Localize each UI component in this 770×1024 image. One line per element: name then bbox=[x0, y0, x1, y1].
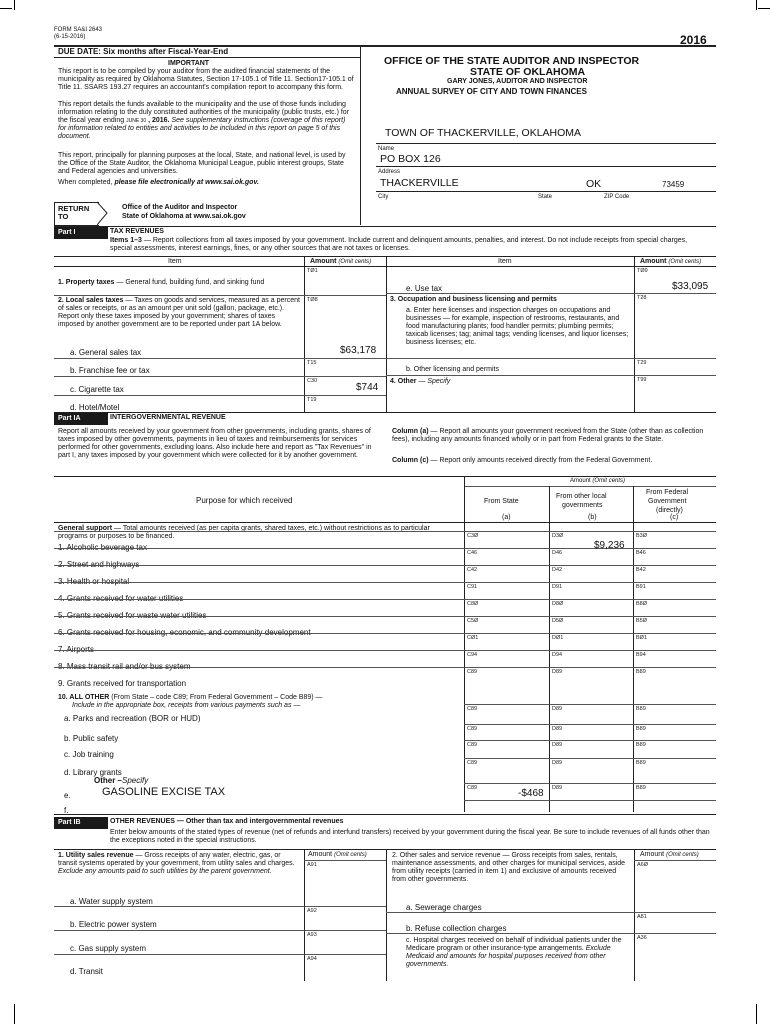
item-2a-label: a. General sales tax bbox=[70, 348, 142, 357]
important-paragraph-3: This report, principally for planning purposes at the local, State, and national level, is used by the Office of the State Auditor, the Oklahoma Municipal League, public interest groups, State and Federal agencies and universities. bbox=[58, 152, 346, 175]
intergov-code-b: D94 bbox=[552, 652, 563, 658]
code-t01: TØ1 bbox=[307, 268, 318, 274]
intergov-sub-code-b: D89 bbox=[552, 726, 563, 732]
intergov-code-c: BØ1 bbox=[636, 635, 648, 641]
general-support-text: General support — Total amounts received (as per capita grants, shared taxes, etc.) without restrictions as to particular programs or purposes to be financed. bbox=[58, 525, 430, 540]
intergov-row-label: 4. Grants received for water utilities bbox=[58, 594, 184, 603]
po-box[interactable]: PO BOX 126 bbox=[380, 153, 441, 165]
col-amount-right: Amount (Omit cents) bbox=[640, 258, 702, 265]
code-a81: A81 bbox=[637, 914, 647, 920]
form-id: FORM SA&I 2643 bbox=[54, 27, 103, 33]
crop-mark bbox=[14, 0, 15, 10]
from-other-header-1: From other local bbox=[556, 493, 607, 500]
code-t19: T19 bbox=[307, 397, 317, 403]
part-1b-instructions: Enter below amounts of the stated types of revenue (net of refunds and interfund transfers) received by your government during the fiscal year. Be sure to include revenues of all funds other than the exceptions noted in the special instructions. bbox=[110, 829, 710, 844]
code-a36: A36 bbox=[637, 935, 647, 941]
office-title-1: OFFICE OF THE STATE AUDITOR AND INSPECTOR bbox=[384, 55, 640, 67]
intergov-code-b: D5Ø bbox=[552, 618, 564, 624]
survey-title: ANNUAL SURVEY OF CITY AND TOWN FINANCES bbox=[396, 87, 587, 96]
intergov-code-b: D42 bbox=[552, 567, 563, 573]
col-b-label: (b) bbox=[588, 514, 597, 521]
col-item-left: Item bbox=[168, 258, 182, 265]
part-1-instructions: Items 1–3 — Report collections from all taxes imposed by your government. Include current and delinquent amounts, penalties, and interest. Do not include receipts from special charges, special assessments, interest earnings, fines, or any other sources that are not taxes or licenses. bbox=[110, 237, 688, 252]
code-a60: A6Ø bbox=[637, 862, 649, 868]
town-name: TOWN OF THACKERVILLE, OKLAHOMA bbox=[385, 127, 582, 139]
ib-amount-left: Amount (Omit cents) bbox=[308, 851, 367, 858]
intergov-code-b: D89 bbox=[552, 669, 563, 675]
zip-field[interactable]: 73459 bbox=[662, 180, 685, 189]
intergov-code-a: CØ1 bbox=[467, 635, 479, 641]
intergov-sub-code-a: C89 bbox=[467, 742, 478, 748]
code-t08: TØ8 bbox=[307, 297, 318, 303]
gasoline-tax-value[interactable]: -$468 bbox=[518, 788, 544, 799]
intergov-sub-label: a. Parks and recreation (BOR or HUD) bbox=[64, 714, 201, 723]
intergov-code-a: C91 bbox=[467, 584, 478, 590]
item-4-label: 4. Other — Specify bbox=[390, 378, 451, 385]
intergov-code-c: B5Ø bbox=[636, 618, 648, 624]
intergov-code-c: B42 bbox=[636, 567, 646, 573]
col-item-right: Item bbox=[498, 258, 512, 265]
code-t15: T15 bbox=[307, 360, 317, 366]
crop-mark bbox=[14, 1004, 15, 1024]
intergov-sub-code-b: D89 bbox=[552, 742, 563, 748]
from-other-header-2: governments bbox=[562, 502, 603, 509]
code-t29: T29 bbox=[637, 360, 647, 366]
intergov-code-a: C94 bbox=[467, 652, 478, 658]
code-t28: T28 bbox=[637, 295, 647, 301]
intergov-code-a: C8Ø bbox=[467, 601, 479, 607]
auditor-name: GARY JONES, AUDITOR AND INSPECTOR bbox=[447, 78, 588, 85]
col-amount-left: Amount (Omit cents) bbox=[310, 258, 372, 265]
intergov-sub-label: b. Public safety bbox=[64, 734, 119, 743]
intergov-sub-label: c. Job training bbox=[64, 750, 114, 759]
code-a93: A93 bbox=[307, 932, 317, 938]
part-1-label: Part I bbox=[54, 227, 108, 239]
col-c-label: (c) bbox=[670, 514, 679, 521]
intergov-sub-code-c: B89 bbox=[636, 742, 646, 748]
item-2d-label: d. Hotel/Motel bbox=[70, 403, 120, 412]
code-c30: C30 bbox=[307, 378, 318, 384]
intergov-code-c: B3Ø bbox=[636, 533, 648, 539]
other-specify-label: Other –Specify bbox=[94, 776, 149, 785]
state-field[interactable]: OK bbox=[586, 178, 602, 190]
part-1a-col-a-text: Column (a) — Report all amounts your government received from the State (other than as collection fees), including any amounts financed wholly or in part from Federal grants to the State. bbox=[392, 428, 704, 443]
crop-mark bbox=[756, 0, 757, 10]
col-a-label: (a) bbox=[502, 514, 511, 521]
from-state-header: From State bbox=[484, 498, 519, 505]
from-fed-header-3: (directly) bbox=[656, 507, 683, 514]
intergov-code-a: C5Ø bbox=[467, 618, 479, 624]
hospital-charges-text: c. Hospital charges received on behalf of individual patients under the Medicare program or other insurance-type arrangements. Exclude Medicaid and amounts for hospital purposes received from other governments. bbox=[406, 937, 622, 968]
item-2e-label: e. Use tax bbox=[406, 284, 443, 293]
intergov-code-b: D46 bbox=[552, 550, 563, 556]
intergov-code-c: B91 bbox=[636, 584, 646, 590]
intergov-code-a: C46 bbox=[467, 550, 478, 556]
part-1a-left-text: Report all amounts received by your government from other governments, including grants, shares of taxes imposed by other governments, payments in lieu of taxes and reimbursements for services performed for other governments, excluding loans. Also include here and report as "Tax Revenues" in part I, any taxes imposed by your government which were collected for it by another government. bbox=[58, 428, 372, 459]
from-fed-header-2: Government bbox=[648, 498, 687, 505]
state-label: State bbox=[538, 194, 553, 200]
item-2b-label: b. Franchise fee or tax bbox=[70, 366, 150, 375]
return-arrow-icon bbox=[97, 201, 109, 226]
item-3b-label: b. Other licensing and permits bbox=[406, 366, 499, 373]
ib-amount-right: Amount (Omit cents) bbox=[640, 851, 699, 858]
crop-mark bbox=[756, 1004, 757, 1024]
purpose-header: Purpose for which received bbox=[196, 496, 293, 505]
other-sales-text: 2. Other sales and service revenue — Gross receipts from sales, rentals, maintenance assessments, and other charges for municipal services, aside from utility receipts (carried in item 1) and exclusive of amounts received from other governments. bbox=[392, 852, 626, 883]
intergov-sub-code-c: B89 bbox=[636, 706, 646, 712]
gas-supply-label: c. Gas supply system bbox=[70, 944, 147, 953]
intergov-code-c: B46 bbox=[636, 550, 646, 556]
intergov-sub-code-a: C89 bbox=[467, 785, 478, 791]
intergov-sub-code-b: D89 bbox=[552, 760, 563, 766]
intergov-sub-label: f. bbox=[64, 806, 69, 815]
code-t09: TØ9 bbox=[637, 268, 648, 274]
city-label: City bbox=[378, 194, 389, 200]
code-t99: T99 bbox=[637, 377, 647, 383]
transit-label: d. Transit bbox=[70, 967, 103, 976]
intergov-sub-code-c: B89 bbox=[636, 760, 646, 766]
intergov-row-label: 3. Health or hospital bbox=[58, 577, 130, 586]
cigarette-tax-value[interactable]: $744 bbox=[356, 382, 379, 393]
intergov-code-b: D91 bbox=[552, 584, 563, 590]
alcohol-tax-other-local-value[interactable]: $9,236 bbox=[594, 540, 625, 551]
form-year: 2016 bbox=[680, 33, 707, 47]
item-3-label: 3. Occupation and business licensing and permits bbox=[390, 296, 557, 303]
water-supply-label: a. Water supply system bbox=[70, 897, 153, 906]
row-10-text: 10. ALL OTHER (From State – code C89; From Federal Government – Code B89) — Include in the appropriate box, receipts from various payments such as — bbox=[58, 694, 323, 709]
return-to-label: RETURN TO bbox=[58, 204, 90, 221]
zip-label: ZIP Code bbox=[604, 194, 630, 200]
intergov-row-label: 8. Mass transit rail and/or bus system bbox=[58, 662, 191, 671]
electric-power-label: b. Electric power system bbox=[70, 920, 157, 929]
item-1-property-taxes: 1. Property taxes — General fund, building fund, and sinking fund bbox=[58, 279, 265, 286]
part-1-title: TAX REVENUES bbox=[110, 228, 164, 235]
part-1a-title: INTERGOVERNMENTAL REVENUE bbox=[110, 414, 226, 421]
gasoline-excise-tax[interactable]: GASOLINE EXCISE TAX bbox=[102, 786, 226, 798]
item-3a-text: a. Enter here licenses and inspection charges on occupations and businesses — for example, inspection of restrooms, restaurants, and food manufacturing plants; food handler permits; plumbing permits; taxicab licenses; tag; animal tags; vending licenses, and liquor licenses; business licenses; etc. bbox=[406, 307, 629, 346]
intergov-sub-label: d. Library grants bbox=[64, 768, 122, 777]
intergov-code-c: B89 bbox=[636, 669, 646, 675]
intergov-code-c: B94 bbox=[636, 652, 646, 658]
return-office: Office of the Auditor and Inspector bbox=[122, 204, 238, 211]
intergov-code-b: D8Ø bbox=[552, 601, 564, 607]
code-a92: A92 bbox=[307, 908, 317, 914]
part-1a-col-c-text: Column (c) — Report only amounts received directly from the Federal Government. bbox=[392, 457, 653, 464]
part-1b-title: OTHER REVENUES — Other than tax and intergovernmental revenues bbox=[110, 818, 344, 825]
intergov-code-b: D3Ø bbox=[552, 533, 564, 539]
intergov-sub-code-c: B89 bbox=[636, 726, 646, 732]
intergov-row-label: 1. Alcoholic beverage tax bbox=[58, 543, 147, 552]
office-title-2: STATE OF OKLAHOMA bbox=[470, 66, 586, 78]
intergov-row-label: 9. Grants received for transportation bbox=[58, 679, 187, 688]
important-title: IMPORTANT bbox=[168, 60, 210, 67]
sewerage-label: a. Sewerage charges bbox=[406, 903, 482, 912]
intergov-code-a: C3Ø bbox=[467, 533, 479, 539]
item-2-local-sales-taxes: 2. Local sales taxes — Taxes on goods and services, measured as a percent of sales or receipts, or as an amount per unit sold (gallon, package, etc.). Report only these taxes imposed by your government; shares of taxes imposed by another government are to be reported under part 1A below. bbox=[58, 297, 300, 328]
code-a94: A94 bbox=[307, 956, 317, 962]
intergov-sub-code-a: C89 bbox=[467, 706, 478, 712]
due-date: DUE DATE: Six months after Fiscal-Year-End bbox=[58, 47, 229, 56]
intergov-row-label: 5. Grants received for waste water utilities bbox=[58, 611, 207, 620]
part-1b-label: Part IB bbox=[54, 817, 108, 829]
intergov-sub-code-a: C89 bbox=[467, 760, 478, 766]
intergov-code-c: B8Ø bbox=[636, 601, 648, 607]
important-paragraph-4: When completed, please file electronically at www.sai.ok.gov. bbox=[58, 179, 259, 186]
intergov-code-a: C89 bbox=[467, 669, 478, 675]
intergov-code-b: DØ1 bbox=[552, 635, 564, 641]
general-sales-tax-value[interactable]: $63,178 bbox=[340, 345, 377, 356]
intergov-row-label: 7. Airports bbox=[58, 645, 95, 654]
city-field[interactable]: THACKERVILLE bbox=[380, 177, 459, 189]
return-state: State of Oklahoma at www.sai.ok.gov bbox=[122, 213, 246, 220]
refuse-label: b. Refuse collection charges bbox=[406, 924, 507, 933]
intergov-row-label: 2. Street and highways bbox=[58, 560, 140, 569]
intergov-sub-code-b: D89 bbox=[552, 785, 563, 791]
code-a91: A91 bbox=[307, 862, 317, 868]
intergov-sub-label: e. bbox=[64, 791, 71, 800]
intergov-code-a: C42 bbox=[467, 567, 478, 573]
use-tax-value[interactable]: $33,095 bbox=[672, 281, 709, 292]
amount-header: Amount (Omit cents) bbox=[570, 478, 626, 484]
intergov-sub-code-c: B89 bbox=[636, 785, 646, 791]
from-fed-header-1: From Federal bbox=[646, 489, 689, 496]
crop-mark bbox=[0, 8, 12, 9]
utility-sales-text: 1. Utility sales revenue — Gross receipts of any water, electric, gas, or transit systems operated by your government, from utility sales and charges. Exclude any amounts paid to such utilities by the parent government. bbox=[58, 852, 295, 875]
name-label: Name bbox=[378, 146, 395, 152]
crop-mark bbox=[758, 8, 770, 9]
intergov-sub-code-a: C89 bbox=[467, 726, 478, 732]
address-label: Address bbox=[378, 169, 401, 175]
intergov-row-label: 6. Grants received for housing, economic, and community development bbox=[58, 628, 311, 637]
part-1a-label: Part IA bbox=[54, 413, 108, 425]
important-paragraph-1: This report is to be compiled by your auditor from the audited financial statements of the municipality as required by Oklahoma Statutes, Section 17-105.1 of Title 11. Section17-105.1 of Title 11. SSARS 193.27 requires an accountant's compilation report to accompany this form. bbox=[58, 68, 354, 91]
important-paragraph-2: This report details the funds available to the municipality and the use of those funds including information relating to the duly constituted authorities of the municipality (public trusts, etc.) for the fiscal year ending JUNE 30 , 2016. See supplementary instructions (coverage of this report) for information related to entities and activities to be included in this report on page 5 of this document. bbox=[58, 101, 350, 140]
form-revision: (6-15-2016) bbox=[54, 34, 86, 40]
intergov-sub-code-b: D89 bbox=[552, 706, 563, 712]
item-2c-label: c. Cigarette tax bbox=[70, 385, 124, 394]
